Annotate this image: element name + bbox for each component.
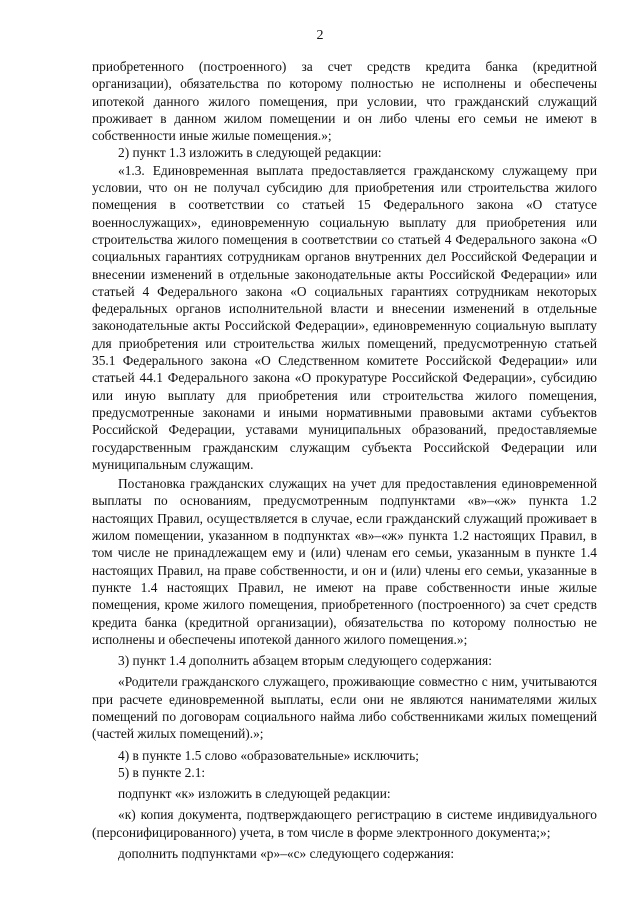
document-body [92,58,597,862]
page-number: 2 [316,28,324,43]
paragraph-registration: Постановка гражданских служащих на учет для предоставления единовременной выплаты по основаниям, предусмотренным подпунктами «в»–«ж» пункта 1.2 настоящих Правил, осуществляется в случае, если гражданский служащий проживает в жилом помещении, указанном в подпунктах «в»–«ж» пункта 1.2 настоящих Правил, в том числе не принадлежащем ему и (или) членам его семьи, указанным в пункте 1.4 настоящих Правил, на праве собственности, и он и (или) члены его семьи, указанные в пункте 1.4 настоящих Правил, не имеют на праве собственности иные жилые помещения, кроме жилого помещения, приобретенного (построенного) за счет средств кредита банка (кредитной организации), обязательства по которому полностью не исполнены и обеспечены ипотекой данного жилого помещения.»; [92,476,597,647]
paragraph-quote-k: «к) копия документа, подтверждающего регистрацию в системе индивидуального (персонифицированного) учета, в том числе в форме электронного документа;»; [92,807,597,840]
paragraph-add-subitems: дополнить подпунктами «р»–«с» следующего содержания: [118,846,455,862]
paragraph-quote-1-3: «1.3. Единовременная выплата предоставляется гражданскому служащему при условии, что он не получал субсидию для приобретения или строительства жилого помещения в соответствии со статьей 15 Федерального закона «О статусе военнослужащих», единовременную социальную выплату для приобретения или строительства жилого помещения в соответствии со статьей 4 Федерального закона «О социальных гарантиях сотрудникам органов внутренних дел Российской Федерации и внесении изменений в отдельные законодательные акты Российской Федерации» или статьей 4 Федерального закона «О социальных гарантиях сотрудникам некоторых федеральных органов исполнительной власти и внесении изменений в отдельные законодательные акты Российской Федерации», единовременную социальную выплату для приобретения или строительства жилых помещений, предусмотренную статьей 35.1 Федерального закона «О Следственном комитете Российской Федерации» или статьей 44.1 Федерального закона «О прокуратуре Российской Федерации», субсидию или иную выплату для приобретения или строительства жилого помещения, предусмотренные законами и иными нормативными правовыми актами субъектов Российской Федерации, уставами муниципальных образований, предоставляемые государственным гражданским служащим субъекта Российской Федерации или муниципальным служащим. [92,162,597,472]
paragraph-quote-parents: «Родители гражданского служащего, проживающие совместно с ним, учитываются при расчете единовременной выплаты, если они не являются нанимателями жилых помещений по договорам социального найма либо собственниками жилых помещений (частей жилых помещений).»; [92,674,597,742]
paragraph-subitem-k: подпункт «к» изложить в следующей редакции: [118,786,391,802]
paragraph-item-3: 3) пункт 1.4 дополнить абзацем вторым следующего содержания: [118,653,492,669]
paragraph-item-4: 4) в пункте 1.5 слово «образовательные» исключить; [118,747,419,763]
paragraph-item-2: 2) пункт 1.3 изложить в следующей редакции: [118,145,382,161]
paragraph-item-5: 5) в пункте 2.1: [118,764,206,780]
paragraph-continuation: приобретенного (построенного) за счет средств кредита банка (кредитной организации), обязательства по которому полностью не исполнены и обеспечены ипотекой данного жилого помещения, при условии, что гражданский служащий проживает в данном жилом помещении и он либо члены его семьи не имеют в собственности иные жилые помещения.»; [92,59,597,144]
